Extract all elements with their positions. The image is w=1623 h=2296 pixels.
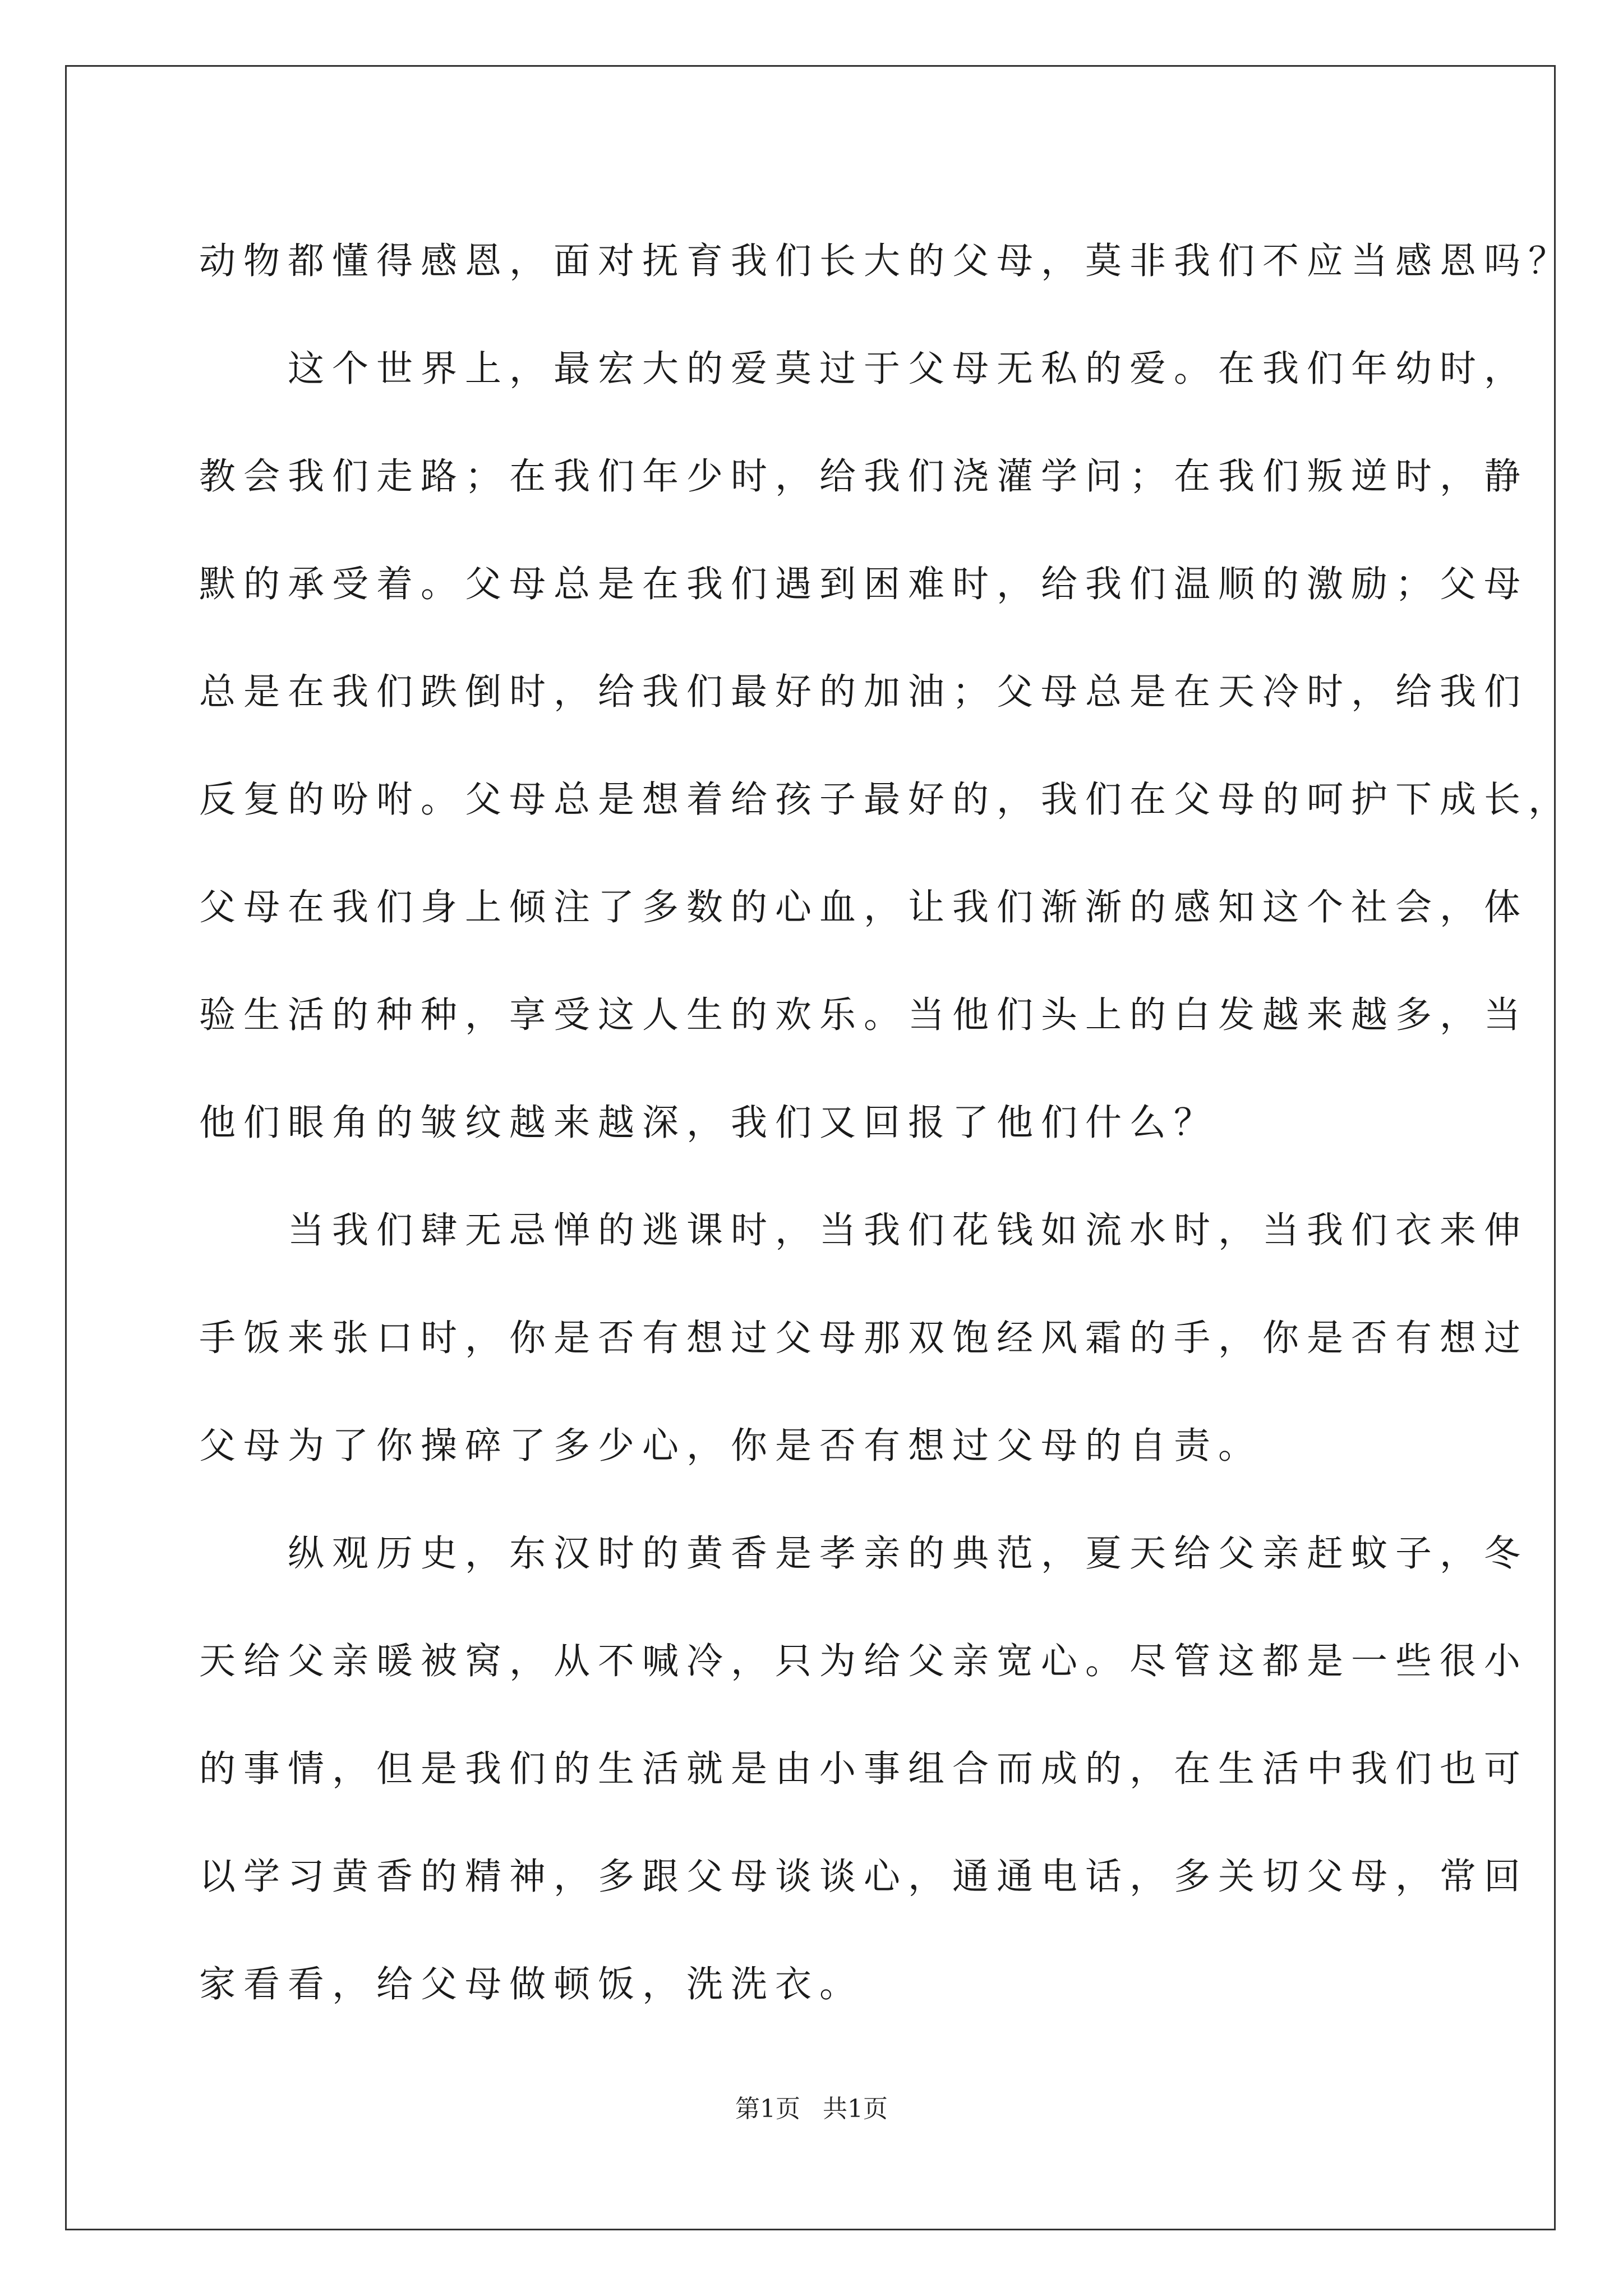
text-line: 纵观历史，东汉时的黄香是孝亲的典范，夏天给父亲赶蚊子，冬 <box>199 1533 1529 1575</box>
text-line: 教会我们走路；在我们年少时，给我们浇灌学问；在我们叛逆时，静 <box>199 455 1529 498</box>
page-number: 第1页 <box>735 2095 800 2123</box>
document-body <box>199 208 1573 2039</box>
text-line: 以学习黄香的精神，多跟父母谈谈心，通通电话，多关切父母，常回 <box>199 1856 1529 1898</box>
text-line: 反复的吩咐。父母总是想着给孩子最好的，我们在父母的呵护下成长， <box>199 779 1573 821</box>
page-footer <box>0 2092 1623 2126</box>
text-line: 动物都懂得感恩，面对抚育我们长大的父母，莫非我们不应当感恩吗？ <box>199 240 1573 282</box>
text-line: 他们眼角的皱纹越来越深，我们又回报了他们什么？ <box>199 1102 1219 1144</box>
text-line: 父母在我们身上倾注了多数的心血，让我们渐渐的感知这个社会，体 <box>199 886 1529 928</box>
text-line: 家看看，给父母做顿饭，洗洗衣。 <box>199 1963 864 2005</box>
text-line: 的事情，但是我们的生活就是由小事组合而成的，在生活中我们也可 <box>199 1748 1529 1790</box>
page-total: 共1页 <box>823 2095 888 2123</box>
text-line: 总是在我们跌倒时，给我们最好的加油；父母总是在天冷时，给我们 <box>199 671 1529 713</box>
text-line: 这个世界上，最宏大的爱莫过于父母无私的爱。在我们年幼时， <box>199 348 1529 390</box>
text-line: 当我们肆无忌惮的逃课时，当我们花钱如流水时，当我们衣来伸 <box>199 1209 1529 1251</box>
text-line: 父母为了你操碎了多少心，你是否有想过父母的自责。 <box>199 1425 1263 1467</box>
text-line: 天给父亲暖被窝，从不喊冷，只为给父亲宽心。尽管这都是一些很小 <box>199 1640 1529 1682</box>
text-line: 验生活的种种，享受这人生的欢乐。当他们头上的白发越来越多，当 <box>199 994 1529 1036</box>
text-line: 默的承受着。父母总是在我们遇到困难时，给我们温顺的激励；父母 <box>199 563 1529 605</box>
text-line: 手饭来张口时，你是否有想过父母那双饱经风霜的手，你是否有想过 <box>199 1317 1529 1359</box>
